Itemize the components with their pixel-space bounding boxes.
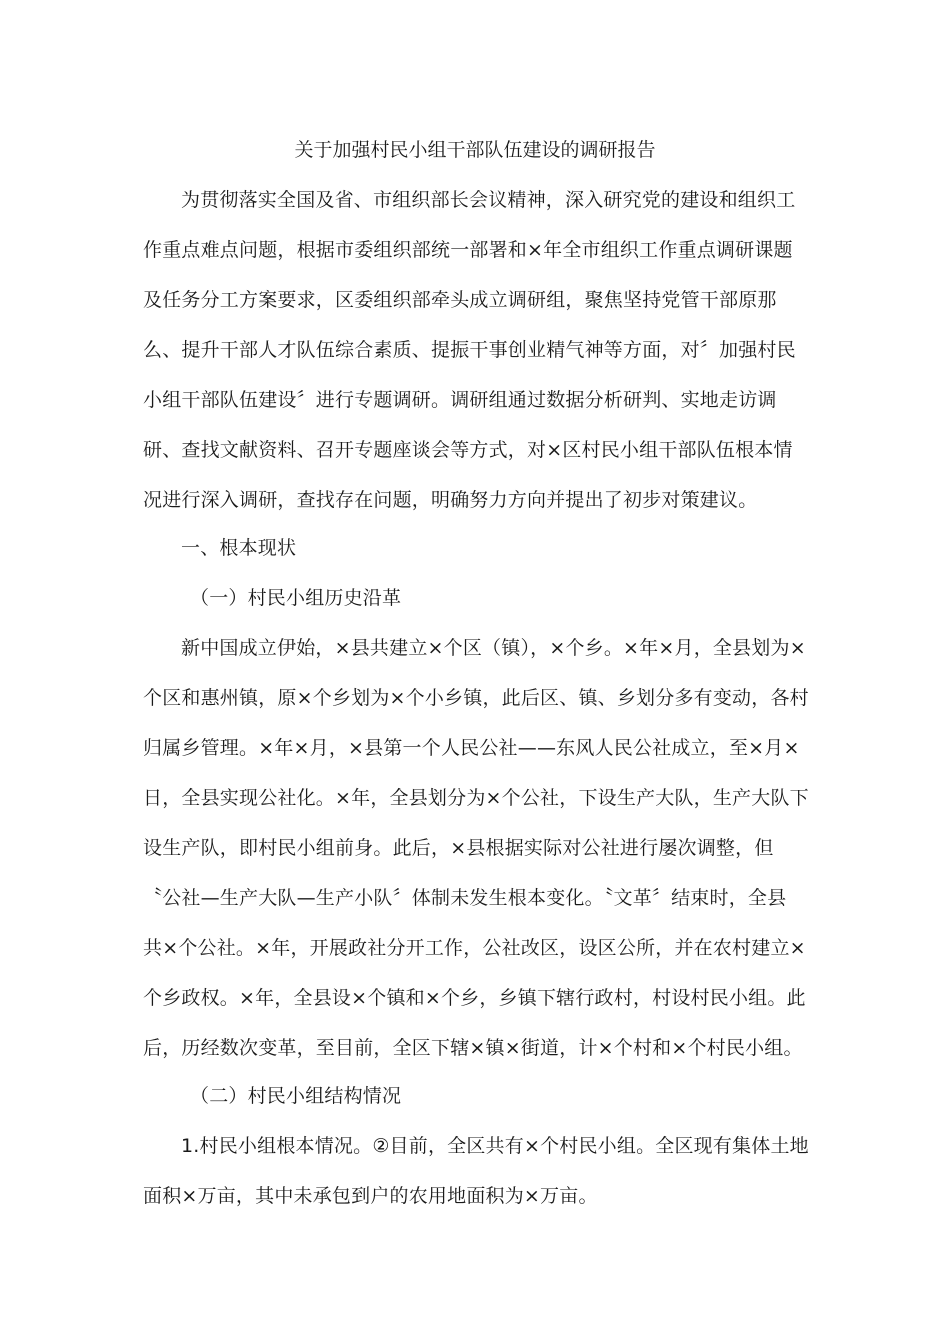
section-heading: 一、根本现状 xyxy=(181,537,297,559)
paragraph-line: 后，历经数次变革，至目前，全区下辖×镇×街道，计×个村和×个村民小组。 xyxy=(143,1037,803,1059)
paragraph-line: 〝公社—生产大队—生产小队〞体制未发生根本变化。〝文革〞结束时，全县 xyxy=(143,887,787,909)
paragraph-line: 日，全县实现公社化。×年，全县划分为×个公社，下设生产大队，生产大队下 xyxy=(143,787,809,809)
paragraph-line: 么、提升干部人才队伍综合素质、提振干事创业精气神等方面，对〞加强村民 xyxy=(143,339,796,361)
subsection-heading: （一）村民小组历史沿革 xyxy=(190,587,402,609)
paragraph-line: 归属乡管理。×年×月，×县第一个人民公社——东风人民公社成立，至×月× xyxy=(143,737,800,759)
document-title: 关于加强村民小组干部队伍建设的调研报告 xyxy=(294,139,656,161)
paragraph-line: 新中国成立伊始，×县共建立×个区（镇），×个乡。×年×月，全县划为× xyxy=(181,637,806,659)
paragraph-line: 为贯彻落实全国及省、市组织部长会议精神，深入研究党的建设和组织工 xyxy=(181,189,796,211)
subsection-heading: （二）村民小组结构情况 xyxy=(190,1085,402,1107)
paragraph-line: 个乡政权。×年，全县设×个镇和×个乡，乡镇下辖行政村，村设村民小组。此 xyxy=(143,987,806,1009)
paragraph-line: 设生产队，即村民小组前身。此后，×县根据实际对公社进行屡次调整，但 xyxy=(143,837,774,859)
paragraph-line: 作重点难点问题，根据市委组织部统一部署和×年全市组织工作重点调研课题 xyxy=(143,239,793,261)
paragraph-line: 个区和惠州镇，原×个乡划为×个小乡镇，此后区、镇、乡划分多有变动，各村 xyxy=(143,687,809,709)
paragraph-line: 共×个公社。×年，开展政社分开工作，公社改区，设区公所，并在农村建立× xyxy=(143,937,806,959)
paragraph-line: 及任务分工方案要求，区委组织部牵头成立调研组，聚焦坚持党管干部原那 xyxy=(143,289,777,311)
paragraph-line: 况进行深入调研，查找存在问题，明确努力方向并提出了初步对策建议。 xyxy=(143,489,758,511)
paragraph-line: 研、查找文献资料、召开专题座谈会等方式，对×区村民小组干部队伍根本情 xyxy=(143,439,793,461)
paragraph-line: 1.村民小组根本情况。②目前，全区共有×个村民小组。全区现有集体土地 xyxy=(181,1135,809,1157)
paragraph-line: 面积×万亩，其中未承包到户的农用地面积为×万亩。 xyxy=(143,1185,598,1207)
paragraph-line: 小组干部队伍建设〞进行专题调研。调研组通过数据分析研判、实地走访调 xyxy=(143,389,777,411)
